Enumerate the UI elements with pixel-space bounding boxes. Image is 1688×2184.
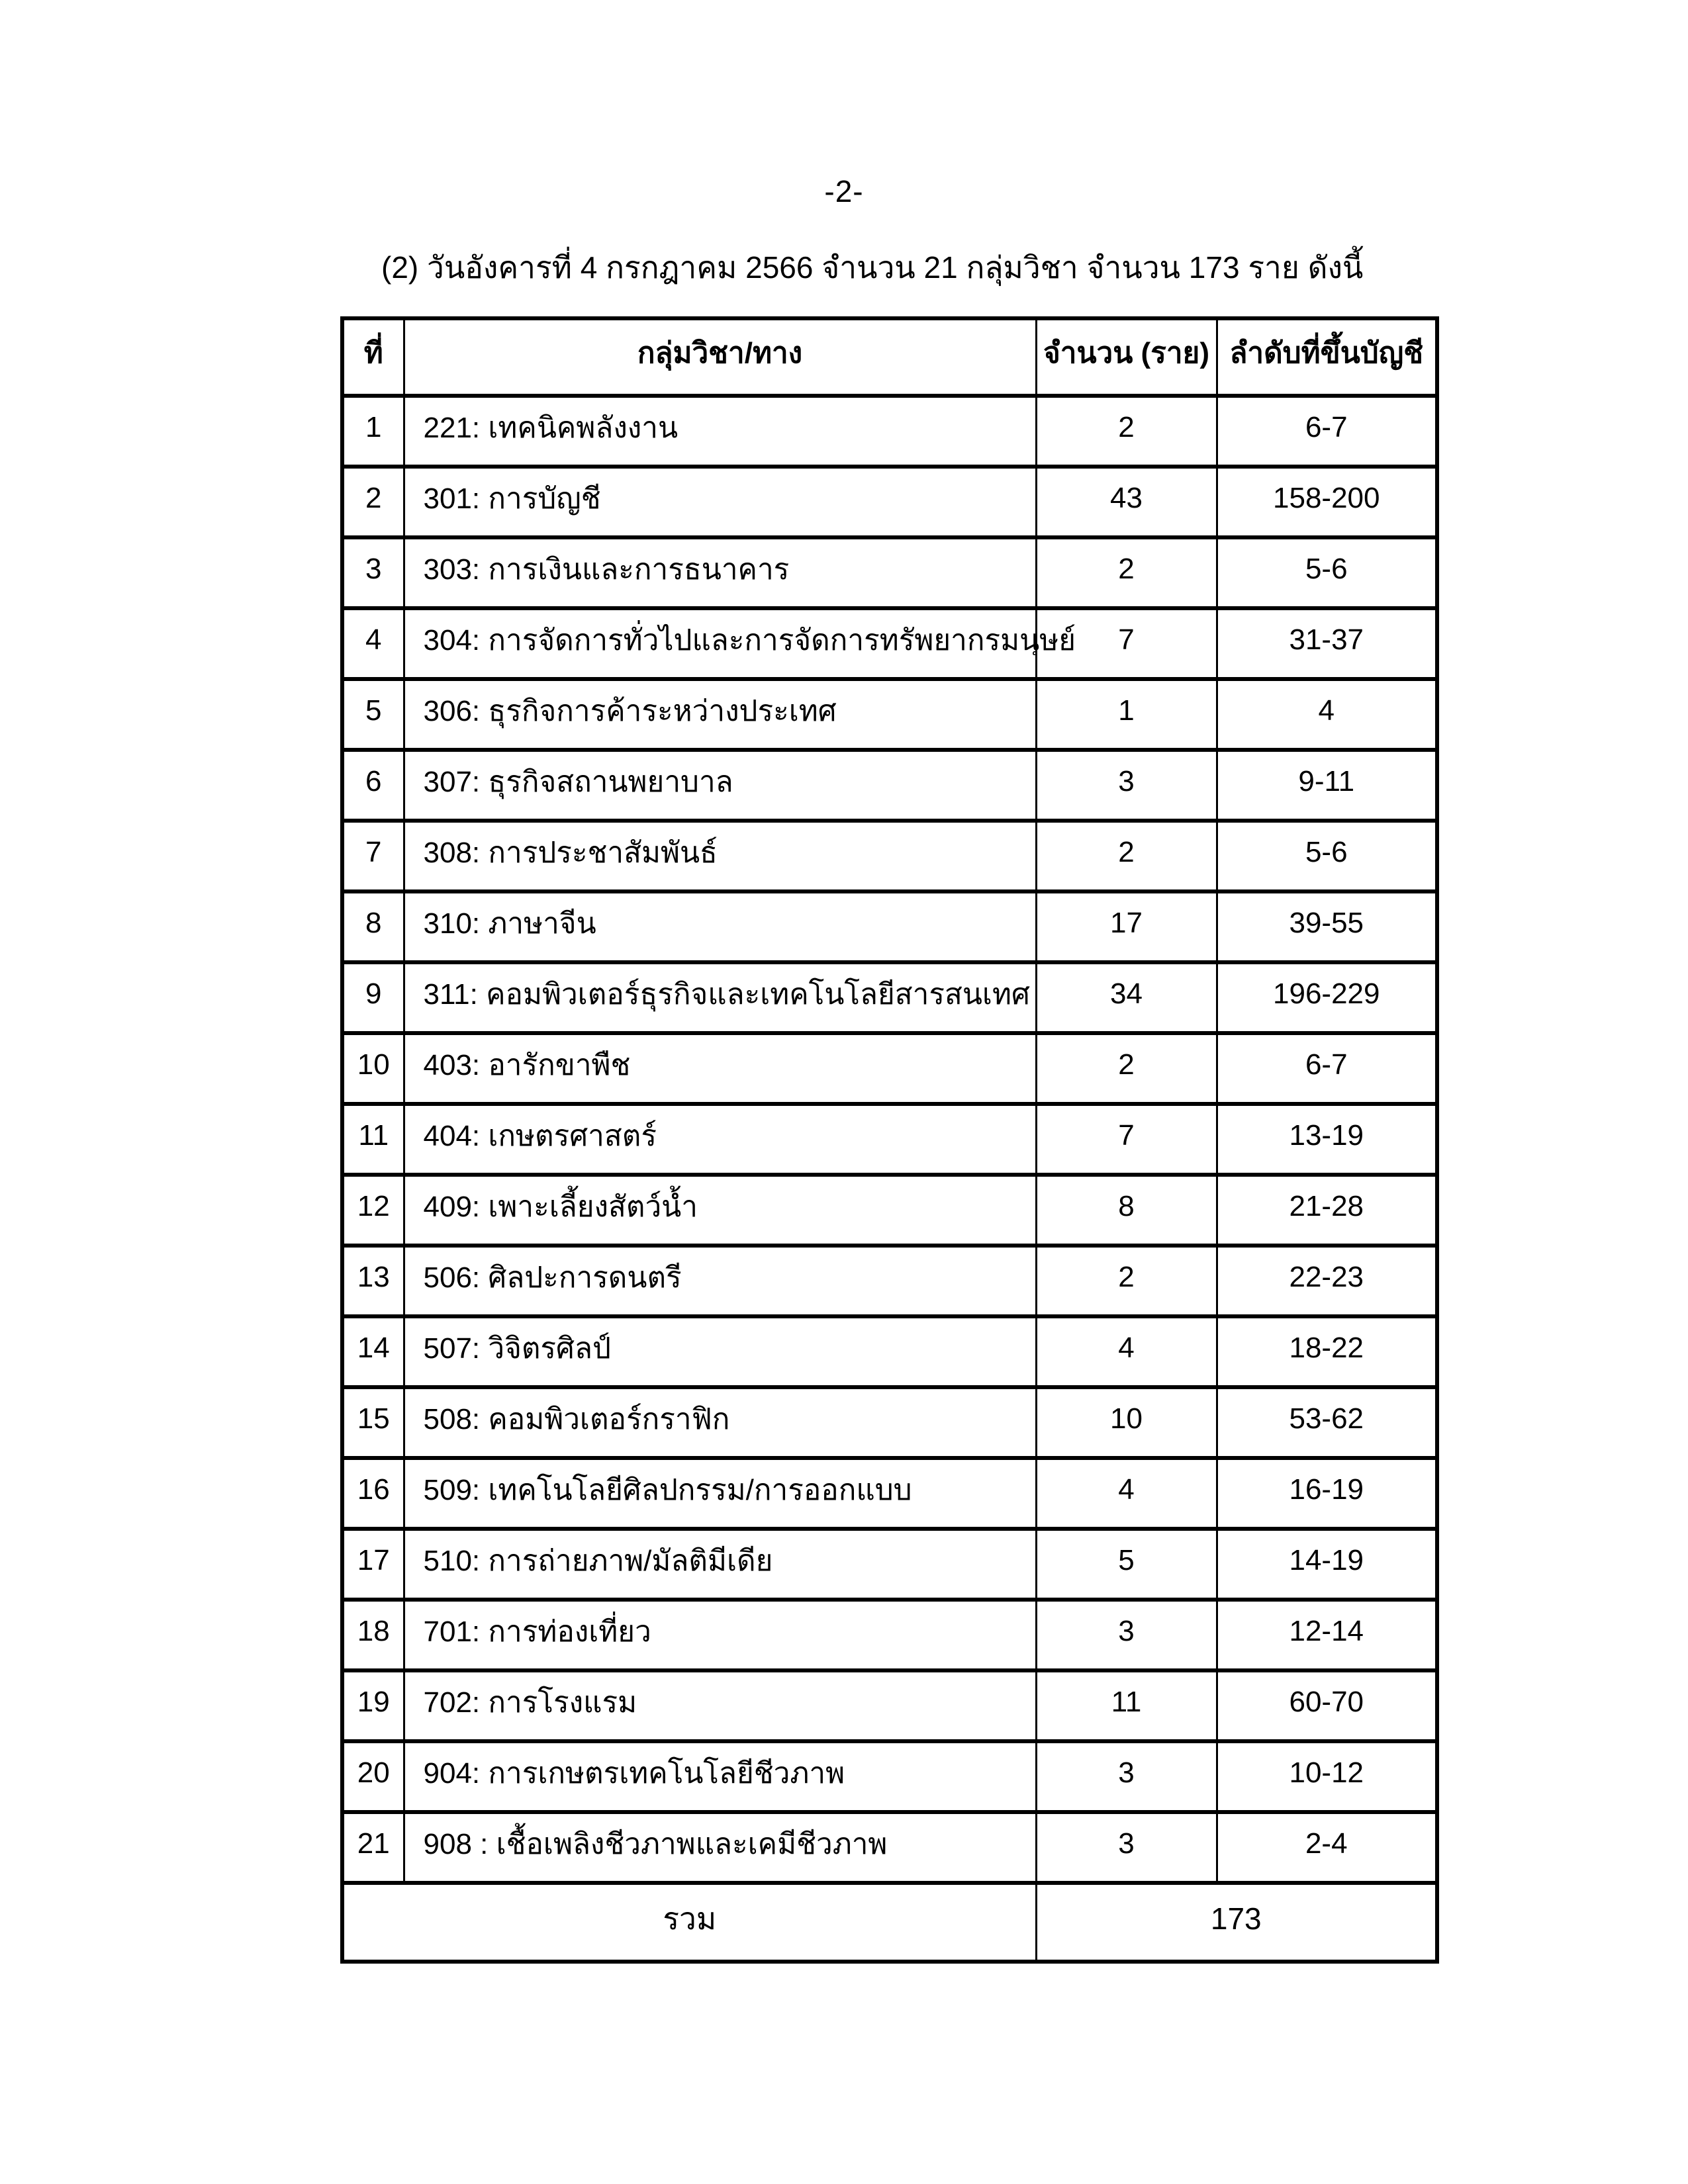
table-row — [342, 537, 1437, 608]
table-row — [342, 1741, 1437, 1812]
cell-index: 13 — [342, 1246, 404, 1316]
cell-rank: 10-12 — [1217, 1741, 1437, 1812]
cell-count: 2 — [1036, 821, 1217, 891]
table-row — [342, 608, 1437, 679]
table-row — [342, 1600, 1437, 1670]
cell-index: 2 — [342, 467, 404, 537]
cell-index: 4 — [342, 608, 404, 679]
cell-rank: 9-11 — [1217, 750, 1437, 821]
cell-index: 5 — [342, 679, 404, 750]
cell-count: 10 — [1036, 1387, 1217, 1458]
cell-subject-group: 509: เทคโนโลยีศิลปกรรม/การออกแบบ — [404, 1458, 1036, 1529]
cell-subject-group: 308: การประชาสัมพันธ์ — [404, 821, 1036, 891]
cell-subject-group: 506: ศิลปะการดนตรี — [404, 1246, 1036, 1316]
cell-subject-group: 303: การเงินและการธนาคาร — [404, 537, 1036, 608]
table-row — [342, 1246, 1437, 1316]
cell-count: 5 — [1036, 1529, 1217, 1600]
cell-count: 3 — [1036, 750, 1217, 821]
cell-index: 7 — [342, 821, 404, 891]
cell-subject-group: 306: ธุรกิจการค้าระหว่างประเทศ — [404, 679, 1036, 750]
cell-index: 14 — [342, 1316, 404, 1387]
table-row — [342, 1670, 1437, 1741]
cell-count: 11 — [1036, 1670, 1217, 1741]
cell-rank: 39-55 — [1217, 891, 1437, 962]
cell-subject-group: 701: การท่องเที่ยว — [404, 1600, 1036, 1670]
cell-rank: 5-6 — [1217, 537, 1437, 608]
cell-count: 7 — [1036, 608, 1217, 679]
table-row — [342, 1033, 1437, 1104]
cell-subject-group: 904: การเกษตรเทคโนโลยีชีวภาพ — [404, 1741, 1036, 1812]
cell-index: 19 — [342, 1670, 404, 1741]
table-row — [342, 1812, 1437, 1883]
cell-index: 20 — [342, 1741, 404, 1812]
header-cell: กลุ่มวิชา/ทาง — [404, 318, 1036, 396]
cell-rank: 53-62 — [1217, 1387, 1437, 1458]
cell-subject-group: 404: เกษตรศาสตร์ — [404, 1104, 1036, 1175]
cell-count: 43 — [1036, 467, 1217, 537]
cell-subject-group: 310: ภาษาจีน — [404, 891, 1036, 962]
cell-index: 9 — [342, 962, 404, 1033]
cell-count: 4 — [1036, 1316, 1217, 1387]
table-row — [342, 1316, 1437, 1387]
cell-rank: 31-37 — [1217, 608, 1437, 679]
total-value: 173 — [1036, 1883, 1437, 1962]
cell-rank: 6-7 — [1217, 1033, 1437, 1104]
cell-rank: 16-19 — [1217, 1458, 1437, 1529]
page-number: -2- — [824, 174, 864, 208]
table-row — [342, 1175, 1437, 1246]
table-body — [342, 396, 1437, 1883]
cell-count: 3 — [1036, 1812, 1217, 1883]
cell-subject-group: 403: อารักขาพืช — [404, 1033, 1036, 1104]
table-row — [342, 1529, 1437, 1600]
cell-count: 2 — [1036, 1246, 1217, 1316]
cell-rank: 18-22 — [1217, 1316, 1437, 1387]
cell-rank: 13-19 — [1217, 1104, 1437, 1175]
cell-index: 11 — [342, 1104, 404, 1175]
cell-rank: 14-19 — [1217, 1529, 1437, 1600]
cell-index: 21 — [342, 1812, 404, 1883]
cell-count: 34 — [1036, 962, 1217, 1033]
cell-count: 3 — [1036, 1600, 1217, 1670]
cell-count: 1 — [1036, 679, 1217, 750]
cell-count: 7 — [1036, 1104, 1217, 1175]
table-row — [342, 1104, 1437, 1175]
cell-index: 6 — [342, 750, 404, 821]
cell-index: 18 — [342, 1600, 404, 1670]
cell-count: 3 — [1036, 1741, 1217, 1812]
cell-rank: 5-6 — [1217, 821, 1437, 891]
table-row — [342, 1387, 1437, 1458]
table-row — [342, 396, 1437, 467]
cell-subject-group: 311: คอมพิวเตอร์ธุรกิจและเทคโนโลยีสารสนเทศ — [404, 962, 1036, 1033]
cell-subject-group: 301: การบัญชี — [404, 467, 1036, 537]
cell-count: 17 — [1036, 891, 1217, 962]
cell-index: 16 — [342, 1458, 404, 1529]
cell-count: 2 — [1036, 1033, 1217, 1104]
header-cell: ที่ — [342, 318, 404, 396]
table-row — [342, 891, 1437, 962]
header-cell: ลำดับที่ขึ้นบัญชี — [1217, 318, 1437, 396]
cell-rank: 6-7 — [1217, 396, 1437, 467]
cell-index: 15 — [342, 1387, 404, 1458]
cell-subject-group: 507: วิจิตรศิลป์ — [404, 1316, 1036, 1387]
cell-rank: 12-14 — [1217, 1600, 1437, 1670]
table-row — [342, 962, 1437, 1033]
table-total-row — [342, 1883, 1437, 1962]
cell-rank: 196-229 — [1217, 962, 1437, 1033]
table-row — [342, 750, 1437, 821]
subject-groups-table — [340, 316, 1439, 1964]
cell-rank: 4 — [1217, 679, 1437, 750]
cell-rank: 21-28 — [1217, 1175, 1437, 1246]
table-row — [342, 1458, 1437, 1529]
table-row — [342, 467, 1437, 537]
cell-subject-group: 908 : เชื้อเพลิงชีวภาพและเคมีชีวภาพ — [404, 1812, 1036, 1883]
table-row — [342, 821, 1437, 891]
cell-index: 3 — [342, 537, 404, 608]
cell-subject-group: 702: การโรงแรม — [404, 1670, 1036, 1741]
table-row — [342, 679, 1437, 750]
cell-subject-group: 409: เพาะเลี้ยงสัตว์น้ำ — [404, 1175, 1036, 1246]
cell-subject-group: 510: การถ่ายภาพ/มัลติมีเดีย — [404, 1529, 1036, 1600]
cell-count: 2 — [1036, 396, 1217, 467]
cell-count: 8 — [1036, 1175, 1217, 1246]
cell-index: 8 — [342, 891, 404, 962]
cell-rank: 2-4 — [1217, 1812, 1437, 1883]
cell-index: 10 — [342, 1033, 404, 1104]
cell-rank: 158-200 — [1217, 467, 1437, 537]
intro-text: (2) วันอังคารที่ 4 กรกฎาคม 2566 จำนวน 21 กลุ่มวิชา จำนวน 173 ราย ดังนี้ — [381, 250, 1364, 285]
cell-count: 2 — [1036, 537, 1217, 608]
header-cell: จำนวน (ราย) — [1036, 318, 1217, 396]
table-header-row — [342, 318, 1437, 396]
cell-index: 1 — [342, 396, 404, 467]
cell-subject-group: 221: เทคนิคพลังงาน — [404, 396, 1036, 467]
total-label: รวม — [342, 1883, 1036, 1962]
cell-rank: 60-70 — [1217, 1670, 1437, 1741]
cell-rank: 22-23 — [1217, 1246, 1437, 1316]
cell-index: 17 — [342, 1529, 404, 1600]
cell-subject-group: 304: การจัดการทั่วไปและการจัดการทรัพยากรมนุษย์ — [404, 608, 1036, 679]
cell-subject-group: 508: คอมพิวเตอร์กราฟิก — [404, 1387, 1036, 1458]
cell-subject-group: 307: ธุรกิจสถานพยาบาล — [404, 750, 1036, 821]
cell-index: 12 — [342, 1175, 404, 1246]
cell-count: 4 — [1036, 1458, 1217, 1529]
